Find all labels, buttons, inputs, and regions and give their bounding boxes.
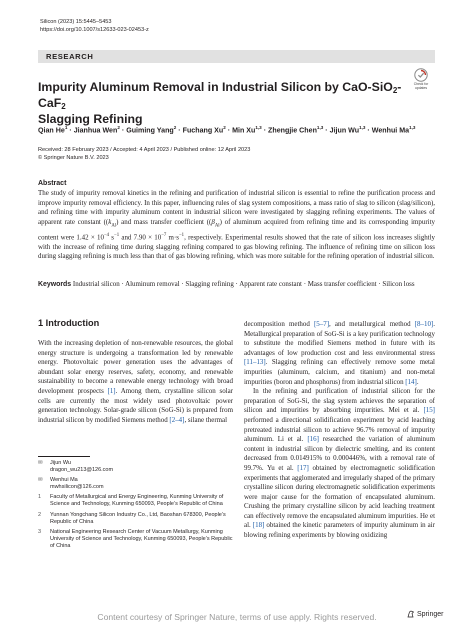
intro-right-text-1: decomposition method (244, 320, 314, 328)
corresponding-author-1 (38, 460, 233, 474)
citation-link[interactable]: [11–13] (244, 358, 266, 367)
journal-citation: Silicon (2023) 15:5445–5453 (40, 19, 112, 25)
abstract-text-7: , respectively. Experimental results showed that the rate of silicon loss increases slightly with the increase of refining time during slagging refining compared to gas blowing refining. The influence of refining time on silicon loss during slagging refining is much less than that of gas blowing refining, which was more suitable for the refining operation of industrial silicon. (38, 233, 436, 261)
abstract-heading: Abstract (38, 180, 67, 187)
affiliation-number: 1 (38, 494, 42, 501)
affiliation-3 (38, 529, 233, 550)
article-title (38, 79, 408, 127)
citation-link[interactable]: [8–10] (414, 320, 434, 328)
intro-right-text-3: . Metallurgical preparation of SoG-Si is a key purification technology to substitute the modified Siemens method in future with its advantages of low production cost and less environmental stress (244, 320, 435, 357)
abstract-text-5: and 7.90 × 10 (119, 233, 162, 242)
title-part-1: Impurity Aluminum Removal in Industrial Silicon by CaO-SiO (38, 80, 393, 94)
check-for-updates-icon (414, 68, 428, 82)
affiliation-2 (38, 512, 233, 526)
affiliation-1 (38, 494, 233, 508)
intro-right-text-4: . Slagging refining can effectively remove some metal impurities (aluminum, calcium, and titanium) and non-metal impurities (boron and phosphorus) from industrial silicon (244, 358, 435, 386)
author-affiliation-marker: 2 (117, 125, 120, 130)
intro-right-text-5: . (416, 377, 419, 386)
publication-dates: Received: 28 February 2023 / Accepted: 4 April 2023 / Published online: 12 April 2023 (38, 147, 251, 153)
keywords-label: Keywords (38, 281, 72, 288)
title-part-3: Slagging Refining (38, 112, 143, 126)
publisher-name: Springer (417, 610, 444, 618)
intro-left-text-2: . Among them, crystalline silicon solar cells are currently the most widely used photovoltaic power generation technology. Solar-grade silicon (SoG-Si) is prepared from industrial silicon by modified Siemens method (38, 386, 233, 424)
author-separator: · (365, 126, 372, 135)
author-separator: · (323, 126, 330, 135)
intro-left-text-1: With the increasing depletion of non-renewable resources, the global energy structure is undergoing a transformation led by renewable energy. Photovoltaic power generation uses the advantages of abundant solar energy reserves, safety, economy, and renewable sustainability to become a renewable energy technology with broad development prospects (38, 339, 233, 395)
author-name: Fuchang Xu (182, 126, 224, 135)
rate-constant-subscript: Al (111, 223, 117, 229)
intro-paragraph-1 (38, 339, 233, 425)
contact-name: Jijun Wu (50, 460, 71, 466)
author-separator: · (67, 126, 74, 135)
author-affiliation-marker: 1 (64, 125, 68, 130)
citation-link[interactable]: [16] (307, 435, 319, 444)
title-subscript-2: 2 (61, 102, 66, 111)
envelope-icon: ✉ (38, 460, 43, 466)
affiliation-text: Yunnan Yongchang Silicon Industry Co., Ltd, Baoshan 678300, People’s Republic of China (50, 511, 226, 525)
courtesy-watermark: Content courtesy of Springer Nature, terms of use apply. Rights reserved. (97, 612, 377, 622)
mass-transfer-symbol: β (211, 217, 215, 226)
author-affiliation-marker: 1,3 (409, 125, 416, 130)
author-separator: · (225, 126, 233, 135)
author-affiliation-marker: 1,3 (359, 125, 366, 130)
author-affiliation-marker: 1,3 (255, 125, 262, 130)
copyright-notice: © Springer Nature B.V. 2023 (38, 154, 109, 161)
author-list (38, 123, 438, 135)
citation-link[interactable]: [1] (107, 386, 116, 395)
abstract-text-4: s (109, 233, 115, 242)
article-type-label: RESEARCH (46, 51, 94, 61)
mass-transfer-subscript: Al (214, 223, 220, 229)
affiliation-number: 2 (38, 511, 42, 518)
title-subscript-1: 2 (392, 86, 398, 95)
envelope-icon: ✉ (38, 477, 43, 484)
abstract-exponent-2: −1 (114, 232, 120, 238)
citation-link[interactable]: [14] (405, 377, 417, 386)
section-heading-introduction: 1 Introduction (38, 318, 100, 328)
author-affiliation-marker: 2 (223, 125, 226, 130)
footnotes (38, 460, 233, 553)
citation-link[interactable]: [5–7] (314, 320, 330, 328)
check-for-updates-badge[interactable] (408, 68, 434, 90)
abstract-exponent-3: −7 (161, 232, 167, 238)
author-separator: · (261, 126, 269, 135)
intro-paragraph-2 (244, 387, 435, 541)
keywords-block (38, 280, 435, 290)
author-name: Jijun Wu (329, 126, 360, 135)
citation-link[interactable]: [2–4] (169, 415, 185, 424)
abstract-text-1: The study of impurity removal kinetics in the refining and purification of industrial silicon is essential to refine the purification process and improve impurity removal efficiency. In this paper, influencing rules of slag system compositions, a mass ratio of slag to silicon (slag/silicon), and refining time with impurity aluminum content in industrial silicon were investigated by slagging refining experiments. The values of apparent rate constant ( (38, 189, 435, 226)
intro-right-text-7: performed a directional solidification experiment by acid leaching pretreated industrial silicon to achieve 96.7% removal of impurity aluminum. Li et al. (244, 415, 435, 444)
right-column-text (244, 320, 435, 541)
author-name: Min Xu (232, 126, 256, 135)
author-name: Zhengjie Chen (268, 126, 317, 135)
rate-constant-symbol: k (108, 217, 112, 226)
intro-paragraph-1-continued (244, 320, 435, 387)
contact-name: Wenhui Ma (50, 477, 78, 484)
title-part-2: -CaF (38, 80, 402, 110)
author-name: Wenhui Ma (371, 126, 410, 135)
affiliation-text: Faculty of Metallurgical and Energy Engineering, Kunming University of Science and Technology, Kunming 650093, People’s Republic of China (50, 494, 224, 508)
doi-link[interactable]: https://doi.org/10.1007/s12633-023-02453-z (40, 26, 149, 33)
intro-right-text-6: In the refining and purification of industrial silicon for the preparation of SoG-Si, the slag system achieves the separation of silicon and impurities by absorbing impurities. Mei et al. (244, 387, 435, 415)
author-affiliation-marker: 1,3 (316, 125, 324, 130)
keywords-list: Industrial silicon · Aluminum removal · Slagging refining · Apparent rate constant · Mass transfer coefficient · Silicon loss (71, 280, 415, 288)
abstract-text-3: ) of aluminum acquired from refining time and its corresponding impurity content were 1.42 × 10 (38, 217, 435, 242)
author-separator: · (176, 126, 183, 135)
intro-left-text-3: , silane thermal (184, 415, 228, 424)
abstract-body: The study of impurity removal kinetics in the refining and purification of industrial silicon is essential to refine the purification process and improve impurity removal efficiency. In this paper, influencing rules of slag system compositions, a mass ratio of slag to silicon (slag/silicon), and refining time with impurity aluminum content in industrial silicon were investigated by slagging refining experiments. The values of apparent rate constant ($(k_{Al})$ and mass transfer coefficient ($(\beta_{Al})$ of aluminum acquired from refining time and its corresponding impurity content were $1.42 \times 10^{-4}$ $s^{-1}$ and $7.90 \times 10^{-7}$ $m\cdot s^{-1}$, respectively. Experimental results showed that the rate of silicon loss increases slightly with the increase of refining time during slagging refining compared to gas blowing refining. The influence of refining time on silicon loss during slagging refining is much less than that of gas blowing refining, which was more suitable for the refining operation of industrial silicon. (38, 189, 436, 261)
affiliation-text: National Engineering Research Center of Vacuum Metallurgy, Kunming University of Science and Technology, Kunming 650093, People’s Republic of China (50, 528, 233, 549)
abstract-text-2: ) and mass transfer coefficient ( (116, 217, 210, 226)
intro-right-text-10: obtained the kinetic parameters of impurity aluminum in air blowing refining experiments by blowing oxidizing (244, 521, 435, 540)
abstract-exponent-4: −1 (178, 232, 185, 238)
check-for-updates-line1: Check for (413, 82, 429, 86)
intro-right-text-2: , and metallurgical method (329, 320, 415, 328)
contact-email-link[interactable]: dragon_wu213@126.com (50, 467, 114, 473)
abstract-text-6: m·s (166, 233, 179, 242)
citation-link[interactable]: [17] (297, 463, 309, 472)
citation-link[interactable]: [18] (252, 521, 265, 530)
corresponding-author-2 (38, 477, 233, 491)
author-name: Qian He (38, 126, 65, 135)
author-name: Guiming Yang (126, 126, 174, 135)
check-for-updates-text (408, 82, 434, 90)
intro-right-text-8: researched the variation of aluminum content in industrial silicon by dielectric smelting, and its content decreased from 0.014915% to 0.000446%, with a removal rate of 99.7%. Yu et al. (244, 435, 436, 472)
contact-email-link[interactable]: mwhsilicon@126.com (50, 484, 104, 491)
citation-link[interactable]: [15] (423, 406, 435, 415)
intro-right-text-9: obtained by electromagnetic solidification experiments that agglomerated and irregularly shaped of the primary crystalline silicon during electromagnetic solidification experiments were major cause for the formation of encapsulated aluminum. Crushing the primary crystalline silicon by acid leaching treatment can effectively remove the encapsulated aluminum impurities. He et al. (244, 463, 435, 530)
left-column-text (38, 339, 233, 425)
article-type-banner (38, 50, 435, 63)
affiliation-number: 3 (38, 528, 42, 535)
author-separator: · (119, 126, 127, 135)
check-for-updates-line2: updates (414, 86, 428, 90)
footnote-divider (38, 456, 90, 457)
author-name: Jianhua Wen (73, 126, 118, 135)
abstract-exponent-1: −4 (103, 232, 110, 238)
author-affiliation-marker: 2 (173, 125, 177, 130)
